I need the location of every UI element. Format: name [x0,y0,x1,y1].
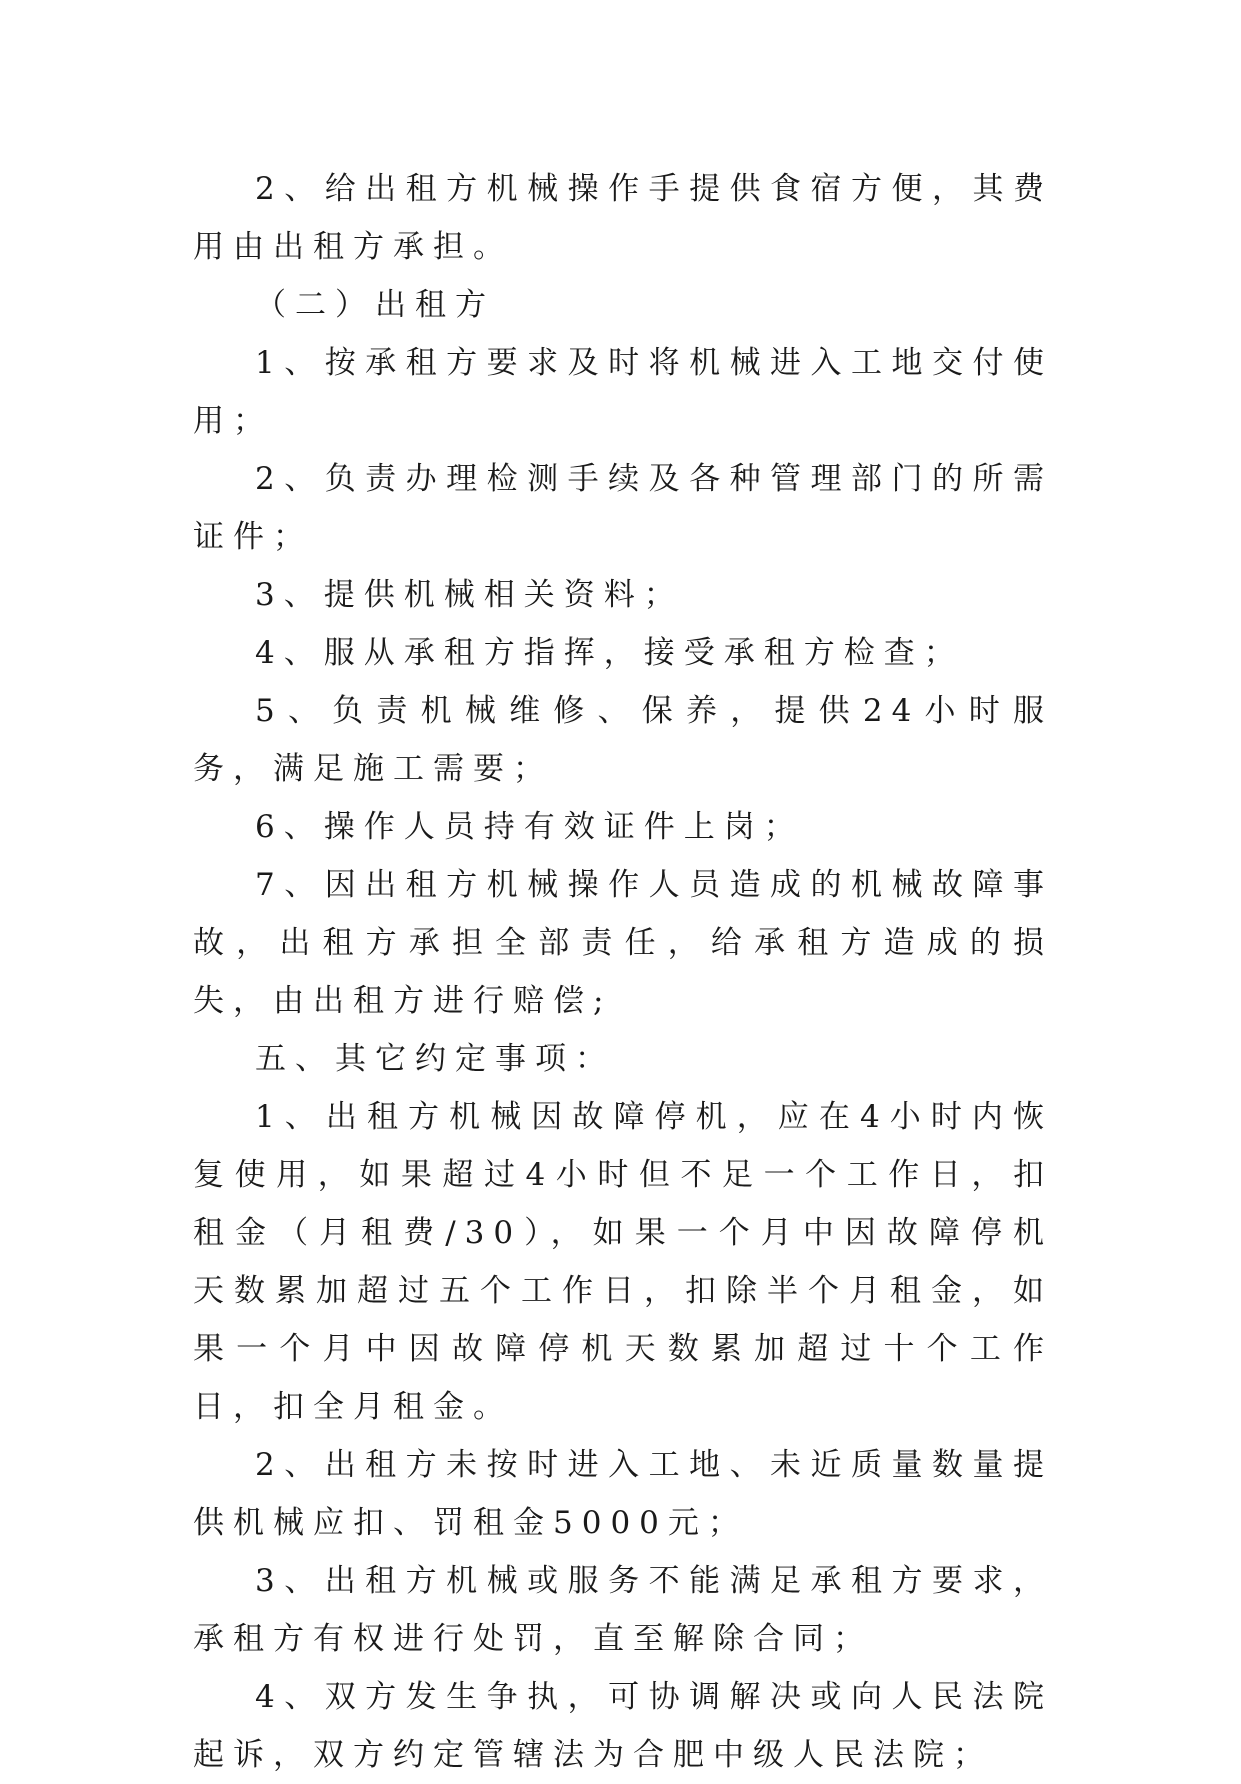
paragraph-lessee-duty-2: 2、给出租方机械操作手提供食宿方便，其费用由出租方承担。 [193,171,1053,265]
paragraph-lessor-duty-3: 3、提供机械相关资料； [255,577,684,613]
paragraph-term-2: 2、出租方未按时进入工地、未近质量数量提供机械应扣、罚租金5000元； [193,1447,1053,1541]
paragraph-lessor-duty-2: 2、负责办理检测手续及各种管理部门的所需证件； [193,461,1053,555]
paragraph-lessor-duty-7: 7、因出租方机械操作人员造成的机械故障事故，出租方承担全部责任，给承租方造成的损失，由出租方进行赔偿; [193,867,1053,1019]
paragraph-lessor-duty-1: 1、按承租方要求及时将机械进入工地交付使用； [193,345,1053,439]
section-heading-lessor: （二）出租方 [255,287,495,323]
paragraph-lessor-duty-5: 5、负责机械维修、保养，提供24小时服务，满足施工需要； [193,693,1053,787]
paragraph-term-1: 1、出租方机械因故障停机，应在4小时内恢复使用，如果超过4小时但不足一个工作日，扣租金（月租费/30），如果一个月中因故障停机天数累加超过五个工作日，扣除半个月租金，如果一个月中因故障停机天数累加超过十个工作日，扣全月租金。 [193,1099,1053,1425]
paragraph-term-4: 4、双方发生争执，可协调解决或向人民法院起诉，双方约定管辖法为合肥中级人民法院； [193,1679,1053,1773]
paragraph-term-3: 3、出租方机械或服务不能满足承租方要求，承租方有权进行处罚，直至解除合同； [193,1563,1053,1657]
section-heading-other-terms: 五、其它约定事项： [255,1041,615,1077]
paragraph-lessor-duty-6: 6、操作人员持有效证件上岗； [255,809,804,845]
document-body [193,160,1053,1784]
paragraph-lessor-duty-4: 4、服从承租方指挥，接受承租方检查； [255,635,964,671]
